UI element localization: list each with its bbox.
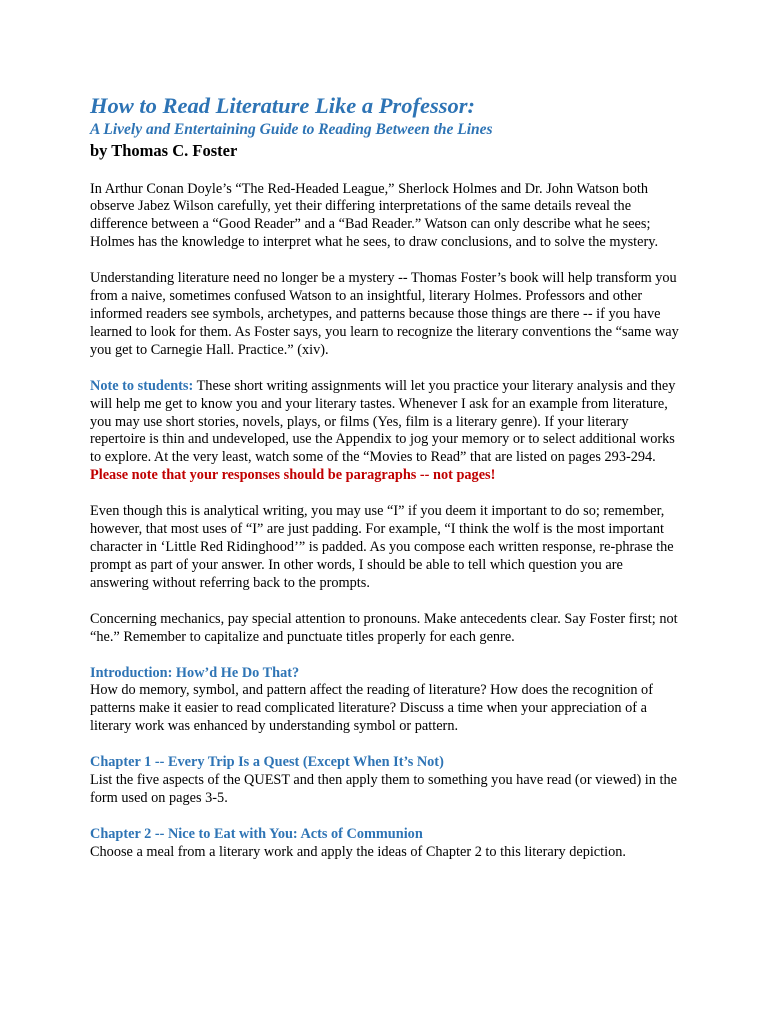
- document-title: How to Read Literature Like a Professor:: [90, 93, 475, 118]
- section-prompt: Choose a meal from a literary work and apply the ideas of Chapter 2 to this literary depiction.: [90, 843, 626, 860]
- section-chapter-1: [90, 754, 680, 808]
- section-introduction: [90, 665, 680, 737]
- section-prompt: How do memory, symbol, and pattern affect the reading of literature? How does the recognition of patterns make it easier to read complicated literature? Discuss a time when your appreciation of a literary work was enhanced by understanding symbol or pattern.: [90, 682, 653, 735]
- document-author: by Thomas C. Foster: [90, 141, 238, 161]
- note-body: These short writing assignments will let you practice your literary analysis and they will help me get to know you and your literary tastes. Whenever I ask for an example from literature, you may use short stories, novels, plays, or films (Yes, film is a literary genre). If your literary repertoire is thin and undeveloped, use the Appendix to jog your memory or to select additional works to explore. At the very least, watch some of the “Movies to Read” that are listed on pages 293-294.: [90, 377, 676, 466]
- guidance-paragraph-2: Concerning mechanics, pay special attention to pronouns. Make antecedents clear. Say Foster first; not “he.” Remember to capitalize and punctuate titles properly for each genre.: [90, 610, 678, 645]
- intro-paragraph-2: Understanding literature need no longer be a mystery -- Thomas Foster’s book will help transform you from a naive, sometimes confused Watson to an insightful, literary Holmes. Professors and other informed readers see symbols, archetypes, and patterns because those things are there -- if you have learned to look for them. As Foster says, you learn to recognize the literary conventions the “same way you get to Carnegie Hall. Practice.” (xiv).: [90, 270, 679, 358]
- intro-paragraph-1: In Arthur Conan Doyle’s “The Red-Headed League,” Sherlock Holmes and Dr. John Watson both observe Jabez Wilson carefully, yet their differing interpretations of the same details reveal the difference between a “Good Reader” and a “Bad Reader.” Watson can only describe what he sees; Holmes has the knowledge to interpret what he sees, to draw conclusions, and to solve the mystery.: [90, 180, 659, 251]
- note-to-students-paragraph: [90, 378, 680, 485]
- note-label: Note to students:: [90, 377, 194, 394]
- section-chapter-2: [90, 826, 680, 862]
- section-heading: Introduction: How’d He Do That?: [90, 664, 300, 681]
- section-heading: Chapter 2 -- Nice to Eat with You: Acts of Communion: [90, 825, 423, 842]
- paragraph-length-warning: Please note that your responses should be paragraphs -- not pages!: [90, 467, 496, 484]
- document-subtitle: A Lively and Entertaining Guide to Reading Between the Lines: [90, 121, 493, 138]
- section-prompt: List the five aspects of the QUEST and then apply them to something you have read (or viewed) in the form used on pages 3-5.: [90, 772, 677, 806]
- section-heading: Chapter 1 -- Every Trip Is a Quest (Except When It’s Not): [90, 754, 444, 771]
- guidance-paragraph-1: Even though this is analytical writing, you may use “I” if you deem it important to do so; remember, however, that most uses of “I” are just padding. For example, “I think the wolf is the most important character in ‘Little Red Ridinghood’” is padded. As you compose each written response, re-phrase the prompt as part of your answer. In other words, I should be able to tell which question you are answering without referring back to the prompts.: [90, 503, 674, 591]
